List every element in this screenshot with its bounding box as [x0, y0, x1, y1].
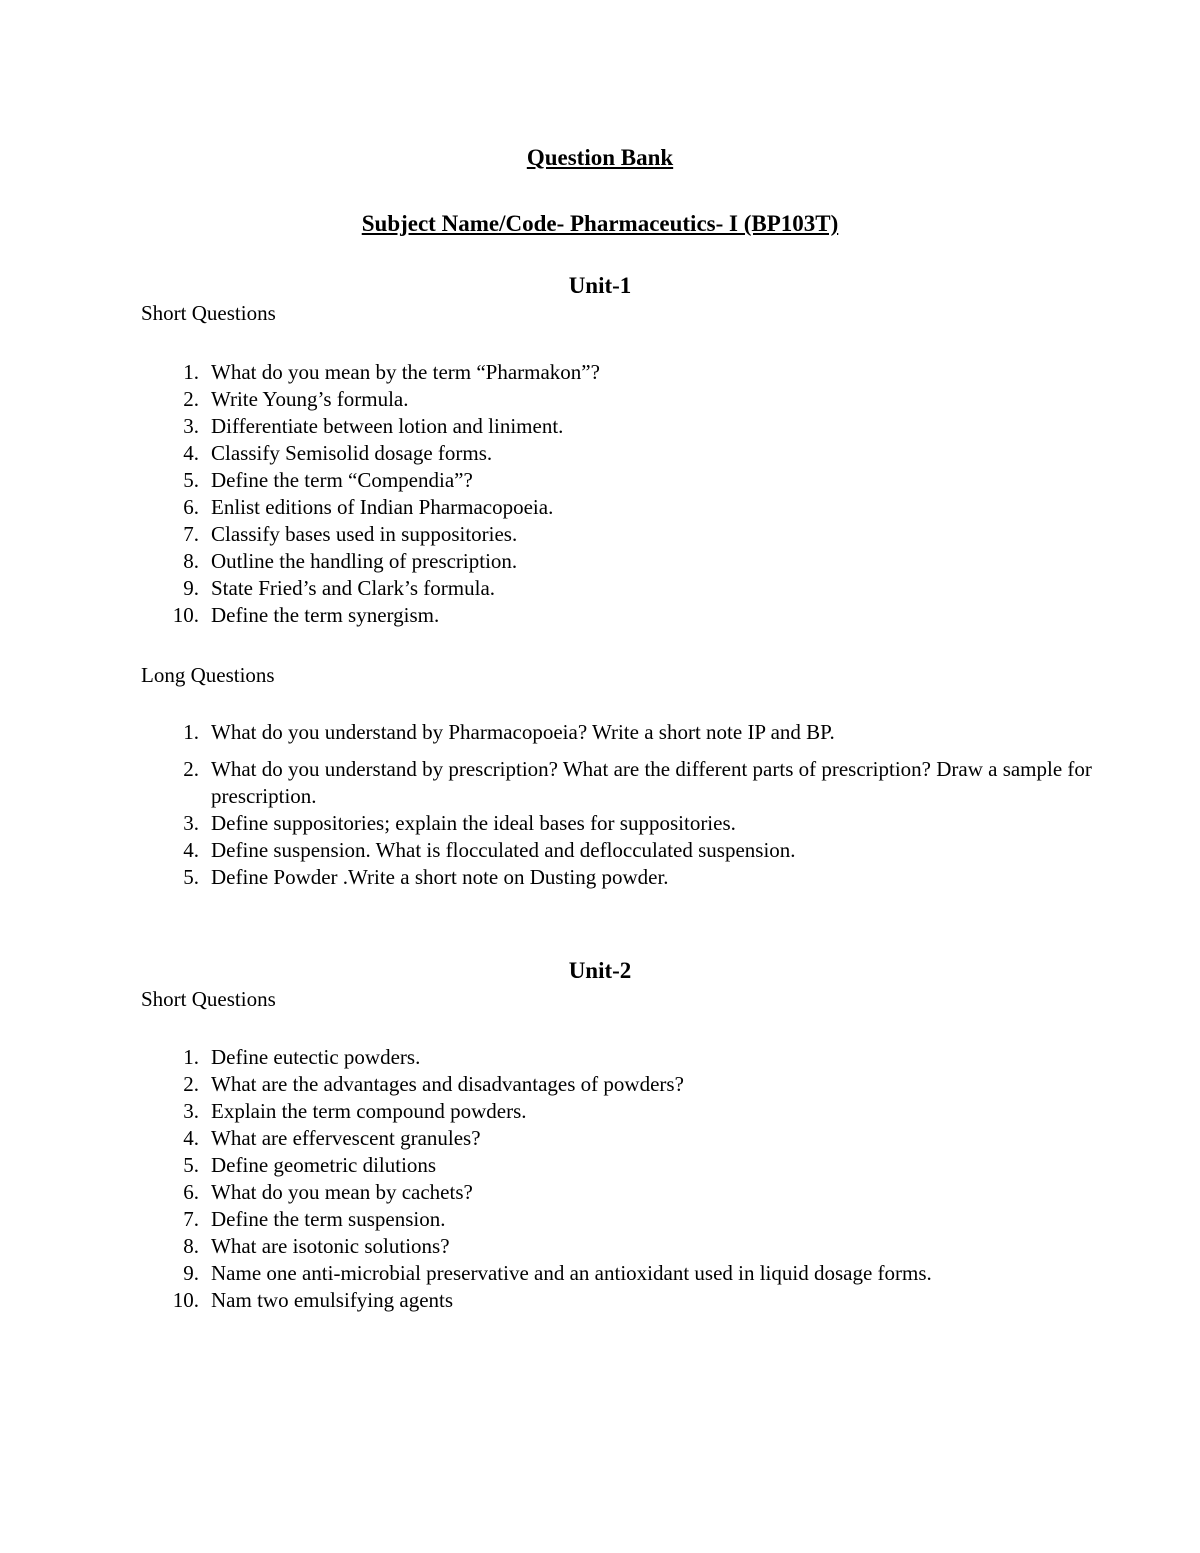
list-item: 8. What are isotonic solutions? — [183, 1234, 450, 1258]
list-item: 6. What do you mean by cachets? — [183, 1180, 473, 1204]
unit-2-short-questions-list — [141, 1044, 1101, 1314]
unit-1-short-questions-label: Short Questions — [141, 301, 276, 325]
subject-heading — [0, 209, 1200, 239]
list-item: 1. Define eutectic powders. — [183, 1045, 421, 1069]
list-item: 6. Enlist editions of Indian Pharmacopoeia. — [183, 495, 554, 519]
list-item: 1. What do you understand by Pharmacopoeia? Write a short note IP and BP. — [183, 720, 835, 744]
list-item: 4. What are effervescent granules? — [183, 1126, 481, 1150]
list-item: 4. Classify Semisolid dosage forms. — [183, 441, 493, 465]
list-item: 3. Define suppositories; explain the ideal bases for suppositories. — [183, 811, 736, 835]
list-item: 3. Explain the term compound powders. — [183, 1099, 527, 1123]
list-item: 5. Define Powder .Write a short note on Dusting powder. — [183, 865, 669, 889]
list-item: 1. What do you mean by the term “Pharmakon”? — [183, 360, 600, 384]
list-item: 4. Define suspension. What is flocculated and deflocculated suspension. — [183, 838, 796, 862]
list-item: 9. State Fried’s and Clark’s formula. — [183, 576, 496, 600]
list-item: 3. Differentiate between lotion and liniment. — [183, 414, 564, 438]
list-item: 2. Write Young’s formula. — [183, 387, 409, 411]
unit-1-long-questions-list — [141, 719, 1101, 891]
list-item: 5. Define geometric dilutions — [183, 1153, 437, 1177]
list-item: 10. Define the term synergism. — [172, 603, 440, 627]
unit-1-heading: Unit-1 — [568, 273, 632, 298]
document-title — [0, 143, 1200, 173]
list-item: 10. Nam two emulsifying agents — [172, 1288, 454, 1312]
unit-1-long-questions-label: Long Questions — [141, 663, 275, 687]
list-item: 7. Classify bases used in suppositories. — [183, 522, 518, 546]
document-title-text: Question Bank — [526, 145, 674, 170]
list-item: 8. Outline the handling of prescription. — [183, 549, 518, 573]
list-item: 2. What are the advantages and disadvantages of powders? — [183, 1072, 684, 1096]
unit-2-short-questions-label: Short Questions — [141, 987, 276, 1011]
subject-heading-text: Subject Name/Code- Pharmaceutics- I (BP103T) — [361, 211, 839, 236]
list-item: 9. Name one anti-microbial preservative and an antioxidant used in liquid dosage forms. — [183, 1261, 932, 1285]
unit-2-heading: Unit-2 — [568, 958, 632, 983]
unit-1-short-questions-list — [141, 359, 1101, 629]
list-item: 5. Define the term “Compendia”? — [183, 468, 473, 492]
list-item: 2. What do you understand by prescription? What are the different parts of prescription? Draw a sample for prescription. — [183, 757, 1092, 808]
list-item: 7. Define the term suspension. — [183, 1207, 446, 1231]
